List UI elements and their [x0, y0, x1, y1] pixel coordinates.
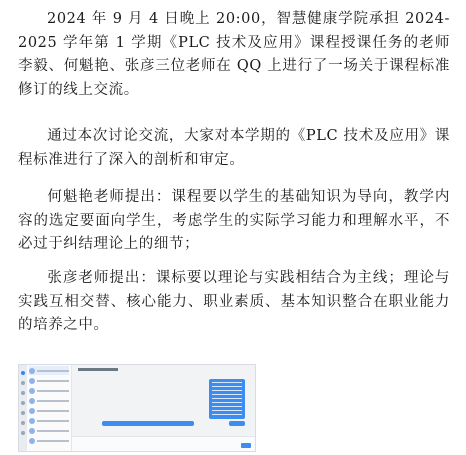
chat-title: [78, 368, 118, 371]
qq-chat-screenshot: [18, 364, 256, 452]
message-bubble: [102, 421, 194, 426]
qq-chat-pane: [72, 365, 255, 451]
message-composer: [72, 436, 255, 451]
list-item: [29, 426, 69, 435]
message-bubble: [229, 421, 245, 426]
qq-sidebar-rail: [19, 365, 27, 451]
list-item: [29, 386, 69, 395]
paragraph-zhang-yan: [18, 267, 450, 338]
paragraph-intro: [18, 8, 450, 102]
send-button: [241, 443, 251, 448]
list-item: [29, 366, 69, 375]
message-bubble: [209, 379, 245, 419]
paragraph-he-kuiyan: [18, 186, 450, 257]
paragraph-he-kuiyan-text: 何魁艳老师提出：课程要以学生的基础知识为导向，教学内容的选定要面向学生，考虑学生的实际学习能力和理解水平，不必过于纠结理论上的细节；: [18, 189, 450, 253]
qq-conversation-list: [27, 365, 72, 451]
paragraph-summary: [18, 125, 450, 172]
list-item: [29, 396, 69, 405]
list-item: [29, 416, 69, 425]
list-item: [29, 436, 69, 445]
paragraph-intro-text: 2024 年 9 月 4 日晚上 20:00，智慧健康学院承担 2024-2025 学年第 1 学期《PLC 技术及应用》课程授课任务的老师李毅、何魁艳、张彦三位老师在 QQ 上进行了一场关于课程标准修订的线上交流。: [18, 11, 450, 98]
list-item: [29, 376, 69, 385]
paragraph-zhang-yan-text: 张彦老师提出：课标要以理论与实践相结合为主线；理论与实践互相交替、核心能力、职业素质、基本知识整合在职业能力的培养之中。: [18, 270, 450, 334]
list-item: [29, 406, 69, 415]
paragraph-summary-text: 通过本次讨论交流，大家对本学期的《PLC 技术及应用》课程标准进行了深入的剖析和审定。: [18, 128, 450, 168]
